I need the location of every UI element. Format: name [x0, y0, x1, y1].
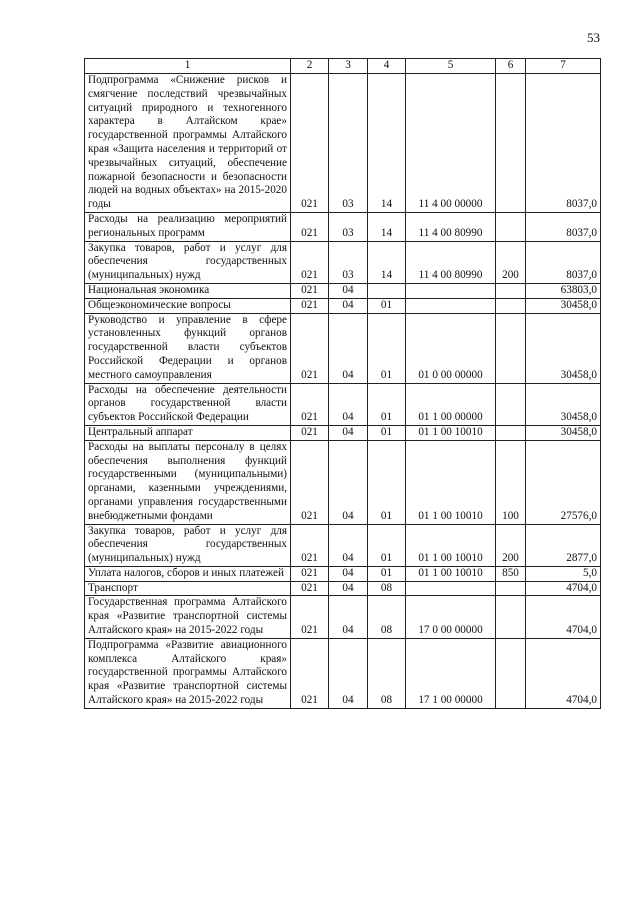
subsection-code: 14: [368, 241, 406, 283]
amount: 30458,0: [526, 425, 601, 440]
amount: 30458,0: [526, 313, 601, 383]
target-article: 01 1 00 10010: [406, 524, 496, 566]
expense-type: [496, 212, 526, 241]
section-code: 04: [329, 596, 368, 638]
table-row: [85, 74, 601, 213]
expense-type: [496, 298, 526, 313]
expense-type: 200: [496, 241, 526, 283]
table-body: [85, 74, 601, 709]
section-code: 03: [329, 212, 368, 241]
amount: 8037,0: [526, 212, 601, 241]
item-name: Транспорт: [85, 581, 291, 596]
expense-type: [496, 596, 526, 638]
target-article: 17 1 00 00000: [406, 638, 496, 708]
amount: 30458,0: [526, 383, 601, 425]
section-code: 04: [329, 440, 368, 524]
admin-code: 021: [291, 283, 329, 298]
subsection-code: 01: [368, 298, 406, 313]
target-article: 01 1 00 10010: [406, 566, 496, 581]
target-article: 01 1 00 10010: [406, 425, 496, 440]
section-code: 04: [329, 566, 368, 581]
subsection-code: 08: [368, 581, 406, 596]
section-code: 04: [329, 524, 368, 566]
amount: 27576,0: [526, 440, 601, 524]
item-name: Уплата налогов, сборов и иных платежей: [85, 566, 291, 581]
expense-type: [496, 425, 526, 440]
expense-type: 100: [496, 440, 526, 524]
admin-code: 021: [291, 313, 329, 383]
column-header: 4: [368, 59, 406, 74]
admin-code: 021: [291, 241, 329, 283]
page-number: 53: [587, 30, 600, 45]
column-header: 3: [329, 59, 368, 74]
item-name: Руководство и управление в сфере установленных функций органов государственной власти субъектов Российской Федерации и органов местного самоуправления: [85, 313, 291, 383]
admin-code: 021: [291, 74, 329, 213]
expense-type: 850: [496, 566, 526, 581]
section-code: 03: [329, 74, 368, 213]
budget-table: [84, 58, 601, 709]
section-code: 04: [329, 298, 368, 313]
table-row: [85, 566, 601, 581]
item-name: Расходы на выплаты персоналу в целях обеспечения выполнения функций государственными (муниципальными) органами, казенными учреждениями, органами управления государственными внебюджетными фондами: [85, 440, 291, 524]
target-article: 11 4 00 80990: [406, 241, 496, 283]
table-row: [85, 425, 601, 440]
amount: 8037,0: [526, 74, 601, 213]
table-row: [85, 212, 601, 241]
column-header: 6: [496, 59, 526, 74]
column-header: 7: [526, 59, 601, 74]
table-row: [85, 298, 601, 313]
table-row: [85, 638, 601, 708]
amount: 30458,0: [526, 298, 601, 313]
amount: 4704,0: [526, 596, 601, 638]
expense-type: [496, 383, 526, 425]
item-name: Расходы на реализацию мероприятий региональных программ: [85, 212, 291, 241]
admin-code: 021: [291, 566, 329, 581]
table-row: [85, 313, 601, 383]
admin-code: 021: [291, 212, 329, 241]
expense-type: [496, 581, 526, 596]
table-header-row: [85, 59, 601, 74]
item-name: Закупка товаров, работ и услуг для обеспечения государственных (муниципальных) нужд: [85, 524, 291, 566]
subsection-code: 01: [368, 524, 406, 566]
section-code: 04: [329, 581, 368, 596]
subsection-code: 14: [368, 212, 406, 241]
table-row: [85, 383, 601, 425]
admin-code: 021: [291, 524, 329, 566]
target-article: [406, 581, 496, 596]
section-code: 04: [329, 313, 368, 383]
subsection-code: 08: [368, 596, 406, 638]
expense-type: [496, 74, 526, 213]
amount: 2877,0: [526, 524, 601, 566]
section-code: 04: [329, 283, 368, 298]
amount: 4704,0: [526, 638, 601, 708]
column-header: 5: [406, 59, 496, 74]
subsection-code: 01: [368, 440, 406, 524]
amount: 5,0: [526, 566, 601, 581]
section-code: 04: [329, 383, 368, 425]
item-name: Центральный аппарат: [85, 425, 291, 440]
table-row: [85, 241, 601, 283]
item-name: Общеэкономические вопросы: [85, 298, 291, 313]
expense-type: [496, 638, 526, 708]
subsection-code: 01: [368, 313, 406, 383]
table-row: [85, 283, 601, 298]
item-name: Подпрограмма «Снижение рисков и смягчение последствий чрезвычайных ситуаций природного и техногенного характера в Алтайском крае» государственной программы Алтайского края «Защита населения и территорий от чрезвычайных ситуаций, обеспечение пожарной безопасности и безопасности людей на водных объектах» на 2015-2020 годы: [85, 74, 291, 213]
column-header: 2: [291, 59, 329, 74]
section-code: 03: [329, 241, 368, 283]
target-article: 01 0 00 00000: [406, 313, 496, 383]
item-name: Закупка товаров, работ и услуг для обеспечения государственных (муниципальных) нужд: [85, 241, 291, 283]
target-article: 01 1 00 00000: [406, 383, 496, 425]
amount: 8037,0: [526, 241, 601, 283]
subsection-code: 01: [368, 425, 406, 440]
admin-code: 021: [291, 425, 329, 440]
item-name: Национальная экономика: [85, 283, 291, 298]
table-row: [85, 524, 601, 566]
target-article: [406, 298, 496, 313]
amount: 63803,0: [526, 283, 601, 298]
target-article: 01 1 00 10010: [406, 440, 496, 524]
target-article: 17 0 00 00000: [406, 596, 496, 638]
subsection-code: 14: [368, 74, 406, 213]
subsection-code: 01: [368, 566, 406, 581]
target-article: 11 4 00 00000: [406, 74, 496, 213]
item-name: Подпрограмма «Развитие авиационного комплекса Алтайского края» государственной программы Алтайского края «Развитие транспортной системы Алтайского края» на 2015-2022 годы: [85, 638, 291, 708]
item-name: Расходы на обеспечение деятельности органов государственной власти субъектов Российской Федерации: [85, 383, 291, 425]
admin-code: 021: [291, 383, 329, 425]
subsection-code: 08: [368, 638, 406, 708]
target-article: [406, 283, 496, 298]
section-code: 04: [329, 638, 368, 708]
admin-code: 021: [291, 298, 329, 313]
amount: 4704,0: [526, 581, 601, 596]
expense-type: [496, 283, 526, 298]
item-name: Государственная программа Алтайского края «Развитие транспортной системы Алтайского края» на 2015-2022 годы: [85, 596, 291, 638]
expense-type: [496, 313, 526, 383]
admin-code: 021: [291, 581, 329, 596]
table-row: [85, 581, 601, 596]
expense-type: 200: [496, 524, 526, 566]
admin-code: 021: [291, 440, 329, 524]
admin-code: 021: [291, 638, 329, 708]
section-code: 04: [329, 425, 368, 440]
table-row: [85, 596, 601, 638]
subsection-code: [368, 283, 406, 298]
target-article: 11 4 00 80990: [406, 212, 496, 241]
column-header: 1: [85, 59, 291, 74]
admin-code: 021: [291, 596, 329, 638]
table-row: [85, 440, 601, 524]
subsection-code: 01: [368, 383, 406, 425]
